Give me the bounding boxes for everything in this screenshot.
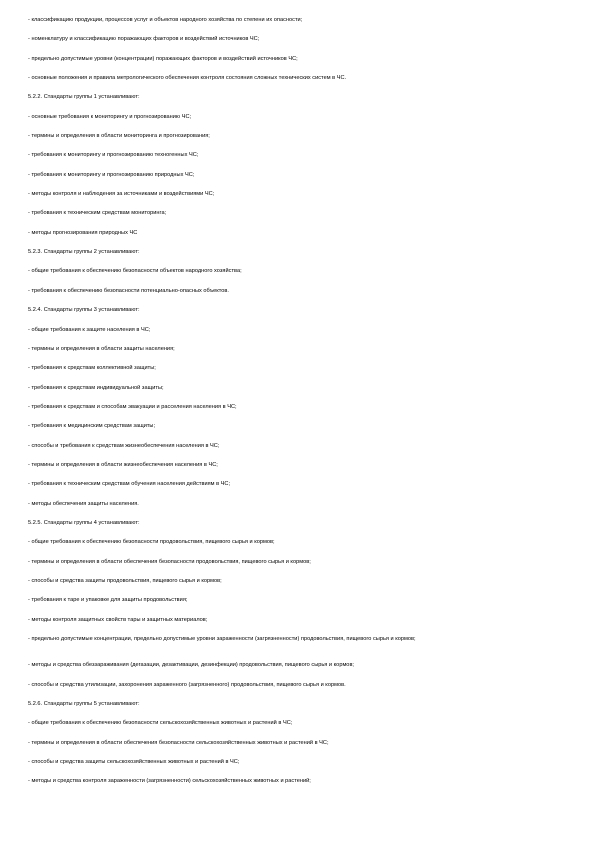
list-item: - основные положения и правила метрологического обеспечения контроля состояния сложных технических систем в ЧС. [28,75,347,82]
section-heading: 5.2.5. Стандарты группы 4 устанавливают: [28,519,140,526]
list-item: - требования к средствам и способам эвакуации и расселения населения в ЧС; [28,403,237,410]
section-heading: 5.2.2. Стандарты группы 1 устанавливают: [28,94,140,101]
list-item: - классификацию продукции, процессов услуг и объектов народного хозяйства по степени их опасности; [28,17,303,23]
list-item: - методы прогнозирования природных ЧС [28,229,138,236]
list-item: - методы обеспечения защиты населения. [28,500,139,507]
list-item: - требования к средствам коллективной защиты; [28,365,156,372]
list-item: - предельно допустимые уровни (концентрации) поражающих факторов и воздействий источников ЧС; [28,55,298,62]
list-item: - основные требования к мониторингу и прогнозированию ЧС; [28,113,192,120]
list-item: - общие требования к обеспечению безопасности сельскохозяйственных животных и растений в ЧС; [28,720,293,727]
list-item: - требования к техническим средствам обучения населения действиям в ЧС; [28,481,231,488]
list-item: - термины и определения в области обеспечения безопасности продовольствия, пищевого сырья и кормов; [28,558,311,565]
list-item: - способы и средства защиты сельскохозяйственных животных и растений в ЧС; [28,759,240,766]
list-item: - требования к мониторингу и прогнозированию техногенных ЧС; [28,152,199,159]
list-item: - требования к средствам индивидуальной защиты; [28,384,164,391]
section-heading: 5.2.6. Стандарты группы 5 устанавливают: [28,701,140,708]
list-item: - требования к обеспечению безопасности потенциально-опасных объектов. [28,287,229,294]
list-item: - методы и средства обеззараживания (дегазации, дезактивации, дезинфекции) продовольствия, пищевого сырья и кормов; [28,662,355,669]
list-item: - способы и средства защиты продовольствия, пищевого сырья и кормов; [28,577,222,584]
list-item: - общие требования к обеспечению безопасности объектов народного хозяйства; [28,268,242,275]
list-item: - методы контроля и наблюдения за источниками и воздействиями ЧС; [28,191,215,198]
list-item: - термины и определения в области мониторинга и прогнозирования; [28,133,210,140]
list-item: - термины и определения в области жизнеобеспечения населения в ЧС; [28,461,218,468]
list-item: - предельно допустимые концентрации, предельно допустимые уровни зараженности (загрязненности) продовольствия, пищевого сырья и кормов; [28,636,416,642]
list-item: - способы и средства утилизации, захоронения зараженного (загрязненного) продовольствия, пищевого сырья и кормов. [28,681,346,688]
document-body [28,17,573,798]
list-item: - общие требования к обеспечению безопасности продовольствия, пищевого сырья и кормов; [28,539,275,546]
list-item: - номенклатуру и классификацию поражающих факторов и воздействий источников ЧС; [28,36,260,43]
list-item: - требования к таре и упаковке для защиты продовольствия; [28,597,188,604]
list-item: - требования к медицинским средствам защиты; [28,423,156,430]
list-item: - термины и определения в области обеспечения безопасности сельскохозяйственных животных и растений в ЧС; [28,739,329,746]
list-item: - требования к техническим средствам мониторинга; [28,210,167,217]
list-item: - способы и требования к средствам жизнеобеспечения населения в ЧС; [28,442,220,449]
list-item: - методы и средства контроля зараженности (загрязненности) сельскохозяйственных животных и растений; [28,778,311,785]
list-item: - общие требования к защите населения в ЧС; [28,326,151,333]
section-heading: 5.2.4. Стандарты группы 3 устанавливают: [28,307,140,314]
list-item: - термины и определения в области защиты населения; [28,345,175,352]
list-item: - требования к мониторингу и прогнозированию природных ЧС; [28,171,195,178]
list-item: - методы контроля защитных свойств тары и защитных материалов; [28,616,208,623]
section-heading: 5.2.3. Стандарты группы 2 устанавливают: [28,249,140,256]
